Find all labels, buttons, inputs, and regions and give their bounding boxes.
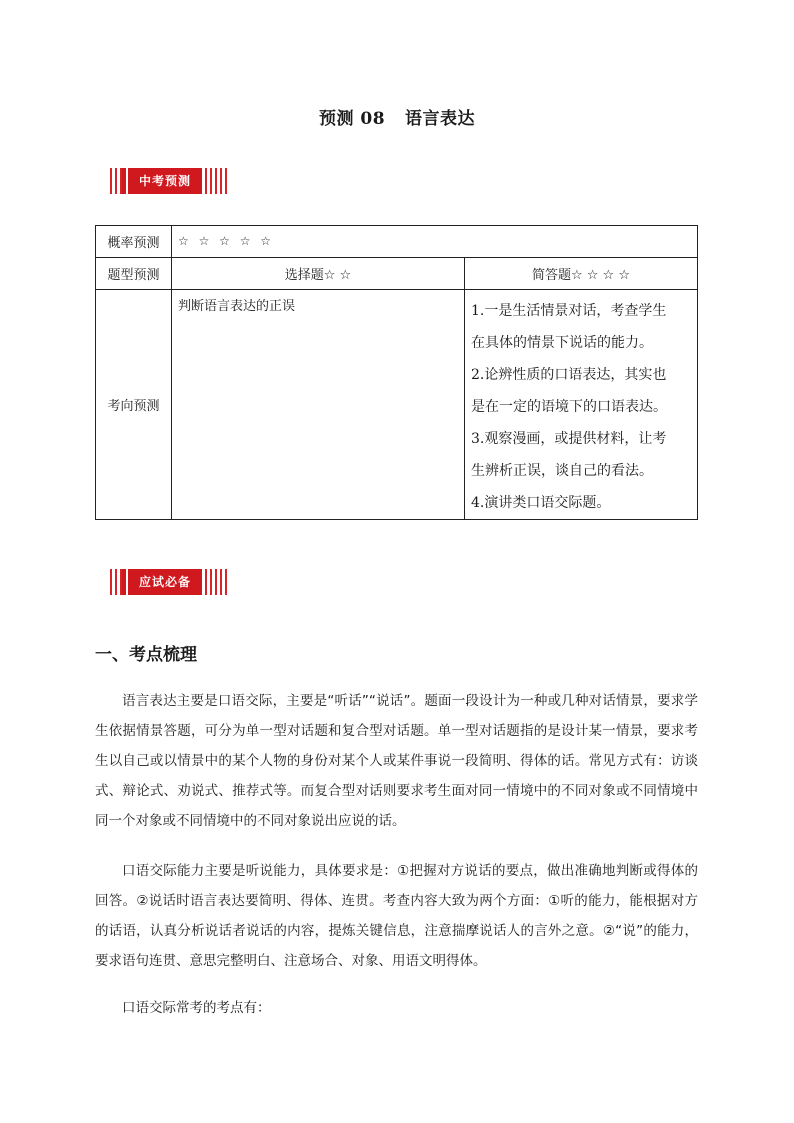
probability-stars [172, 226, 698, 258]
table-row [96, 258, 698, 290]
list-item: 3.观察漫画，或提供材料，让考 [471, 431, 667, 447]
list-item: 在具体的情景下说话的能力。 [471, 335, 653, 351]
choice-direction-cell: 判断语言表达的正误 [172, 290, 465, 520]
forecast-banner [110, 168, 230, 194]
list-item: 2.论辨性质的口语表达，其实也 [471, 367, 667, 383]
list-item: 生辨析正误，谈自己的看法。 [471, 463, 653, 479]
short-answer-cell: 简答题☆ ☆ ☆ ☆ [465, 258, 698, 290]
forecast-banner-label: 中考预测 [128, 168, 202, 194]
direction-label: 考向预测 [96, 290, 172, 520]
title-topic: 语言表达 [405, 109, 476, 129]
list-item: 1.一是生活情景对话，考查学生 [471, 303, 667, 319]
title-number: 预测 08 [318, 109, 386, 129]
list-item: 4.演讲类口语交际题。 [471, 495, 611, 511]
star-rating: ☆ ☆ ☆ ☆ ☆ [178, 234, 275, 248]
page-title [0, 104, 794, 129]
paragraph: 口语交际常考的考点有： [122, 1000, 271, 1016]
list-item: 是在一定的语境下的口语表达。 [471, 399, 667, 415]
table-row [96, 226, 698, 258]
probability-label: 概率预测 [96, 226, 172, 258]
prep-banner [110, 569, 230, 595]
forecast-table [95, 225, 698, 520]
table-row [96, 290, 698, 520]
question-type-label: 题型预测 [96, 258, 172, 290]
section-heading: 一、考点梳理 [95, 645, 197, 665]
choice-question-cell: 选择题☆ ☆ [172, 258, 465, 290]
short-answer-direction-cell [465, 290, 698, 520]
paragraph: 语言表达主要是口语交际，主要是“听话”“说话”。题面一段设计为一种或几种对话情景，要求学生依据情景答题，可分为单一型对话题和复合型对话题。单一型对话题指的是设计某一情景，要求考生以自己或以情景中的某个人物的身份对某个人或某件事说一段简明、得体的话。常见方式有：访谈式、辩论式、劝说式、推荐式等。而复合型对话则要求考生面对同一情境中的不同对象或不同情境中同一个对象或不同情境中的不同对象说出应说的话。 [95, 693, 698, 829]
prep-banner-label: 应试必备 [128, 569, 202, 595]
paragraph: 口语交际能力主要是听说能力，具体要求是：①把握对方说话的要点，做出准确地判断或得体的回答。②说话时语言表达要简明、得体、连贯。考查内容大致为两个方面：①听的能力，能根据对方的话语，认真分析说话者说话的内容，提炼关键信息，注意揣摩说话人的言外之意。②“说”的能力，要求语句连贯、意思完整明白、注意场合、对象、用语文明得体。 [95, 863, 698, 969]
